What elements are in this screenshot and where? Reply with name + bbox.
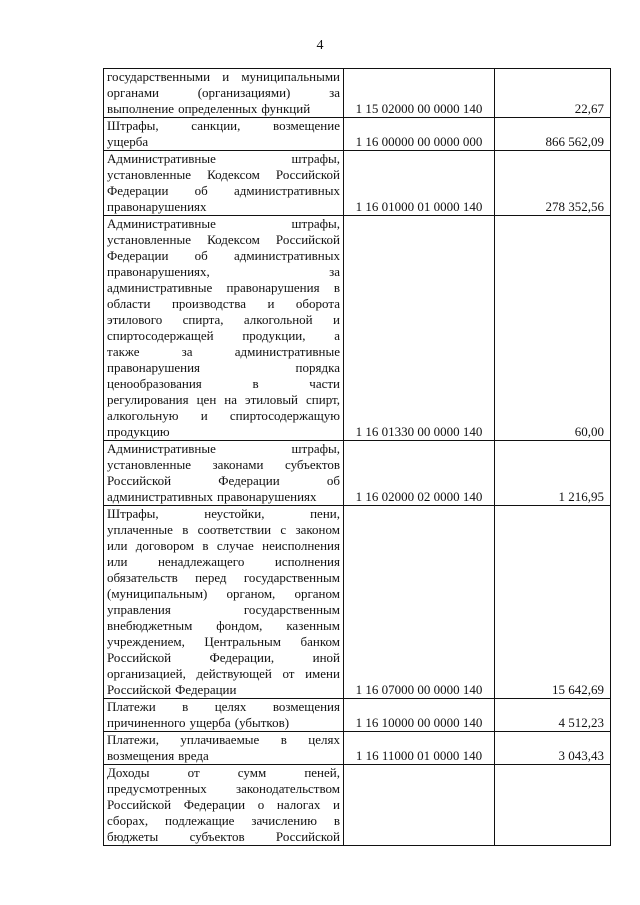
row-code-cell: 1 16 10000 00 0000 140 [344, 699, 495, 732]
row-name-cell [104, 506, 344, 699]
table-row [104, 69, 611, 118]
row-name-line: Российской Федерации [107, 682, 237, 697]
table-row [104, 732, 611, 765]
row-code-cell: 1 16 01330 00 0000 140 [344, 216, 495, 441]
row-name-line: Административные штрафы, [107, 441, 340, 456]
row-name-cell [104, 699, 344, 732]
revenue-table [103, 68, 611, 846]
row-name-cell [104, 441, 344, 506]
row-name-line: Штрафы, неустойки, пени, [107, 506, 340, 521]
row-name-line: бюджеты субъектов Российской [107, 829, 340, 844]
row-sum-cell: 22,67 [495, 69, 611, 118]
row-sum-cell: 15 642,69 [495, 506, 611, 699]
table-row [104, 699, 611, 732]
row-name-line: обязательств перед государственным [107, 570, 340, 585]
row-name-cell [104, 69, 344, 118]
revenue-table-body [104, 69, 611, 846]
row-name-line: управления государственным [107, 602, 340, 617]
row-name-line: Административные штрафы, [107, 216, 340, 231]
table-row [104, 118, 611, 151]
row-name-line: Доходы от сумм пеней, [107, 765, 340, 780]
table-row [104, 151, 611, 216]
row-name-line: ценообразования в части [107, 376, 340, 391]
row-name-line: этилового спирта, алкогольной и [107, 312, 340, 327]
row-name-line: административных правонарушениях [107, 489, 317, 504]
row-sum-cell [495, 765, 611, 846]
table-row [104, 765, 611, 846]
row-name-line: Федерации об административных [107, 183, 340, 198]
row-name-line: Платежи в целях возмещения [107, 699, 340, 714]
row-name-line: или договором в случае неисполнения [107, 538, 340, 553]
row-name-cell [104, 118, 344, 151]
row-code-cell: 1 16 01000 01 0000 140 [344, 151, 495, 216]
row-name-line: установленные законами субъектов [107, 457, 340, 472]
row-name-line: правонарушения порядка [107, 360, 340, 375]
row-code-cell: 1 16 02000 02 0000 140 [344, 441, 495, 506]
row-name-line: органами (организациями) за [107, 85, 340, 100]
row-name-line: уплаченные в соответствии с законом [107, 522, 340, 537]
row-name-line: возмещения вреда [107, 748, 209, 763]
row-name-line: области производства и оборота [107, 296, 340, 311]
row-name-line: Федерации об административных [107, 248, 340, 263]
table-row [104, 216, 611, 441]
row-name-line: учреждением, Центральным банком [107, 634, 340, 649]
row-name-line: или ненадлежащего исполнения [107, 554, 340, 569]
row-sum-cell: 1 216,95 [495, 441, 611, 506]
row-code-cell: 1 16 00000 00 0000 000 [344, 118, 495, 151]
row-code-cell [344, 765, 495, 846]
row-name-line: Платежи, уплачиваемые в целях [107, 732, 340, 747]
row-name-line: Российской Федерации о налогах и [107, 797, 340, 812]
row-name-line: правонарушениях [107, 199, 207, 214]
table-row [104, 506, 611, 699]
row-name-cell [104, 765, 344, 846]
row-name-line: установленные Кодексом Российской [107, 167, 340, 182]
row-code-cell: 1 16 07000 00 0000 140 [344, 506, 495, 699]
row-sum-cell: 866 562,09 [495, 118, 611, 151]
row-name-line: Штрафы, санкции, возмещение [107, 118, 340, 133]
row-name-line: внебюджетным фондом, казенным [107, 618, 340, 633]
row-name-line: Российской Федерации об [107, 473, 340, 488]
row-name-line: предусмотренных законодательством [107, 781, 340, 796]
row-name-line: алкогольную и спиртосодержащую [107, 408, 340, 423]
row-name-line: регулирования цен на этиловый спирт, [107, 392, 340, 407]
row-name-line: выполнение определенных функций [107, 101, 311, 116]
row-sum-cell: 60,00 [495, 216, 611, 441]
row-name-line: причиненного ущерба (убытков) [107, 715, 290, 730]
row-name-line: государственными и муниципальными [107, 69, 340, 84]
row-name-line: организацией, действующей от имени [107, 666, 340, 681]
row-name-line: продукцию [107, 424, 170, 439]
row-name-line: (муниципальным) органом, органом [107, 586, 340, 601]
row-name-cell [104, 732, 344, 765]
row-sum-cell: 278 352,56 [495, 151, 611, 216]
row-name-line: спиртосодержащей продукции, а [107, 328, 340, 343]
row-name-line: сборах, подлежащие зачислению в [107, 813, 340, 828]
row-name-cell [104, 151, 344, 216]
row-name-line: административные правонарушения в [107, 280, 340, 295]
row-name-line: Российской Федерации, иной [107, 650, 340, 665]
row-sum-cell: 4 512,23 [495, 699, 611, 732]
page-number: 4 [316, 38, 324, 53]
row-name-cell [104, 216, 344, 441]
row-code-cell: 1 15 02000 00 0000 140 [344, 69, 495, 118]
row-name-line: установленные Кодексом Российской [107, 232, 340, 247]
row-name-line: Административные штрафы, [107, 151, 340, 166]
row-name-line: правонарушениях, за [107, 264, 340, 279]
row-name-line: также за административные [107, 344, 340, 359]
table-row [104, 441, 611, 506]
row-code-cell: 1 16 11000 01 0000 140 [344, 732, 495, 765]
row-name-line: ущерба [107, 134, 149, 149]
row-sum-cell: 3 043,43 [495, 732, 611, 765]
